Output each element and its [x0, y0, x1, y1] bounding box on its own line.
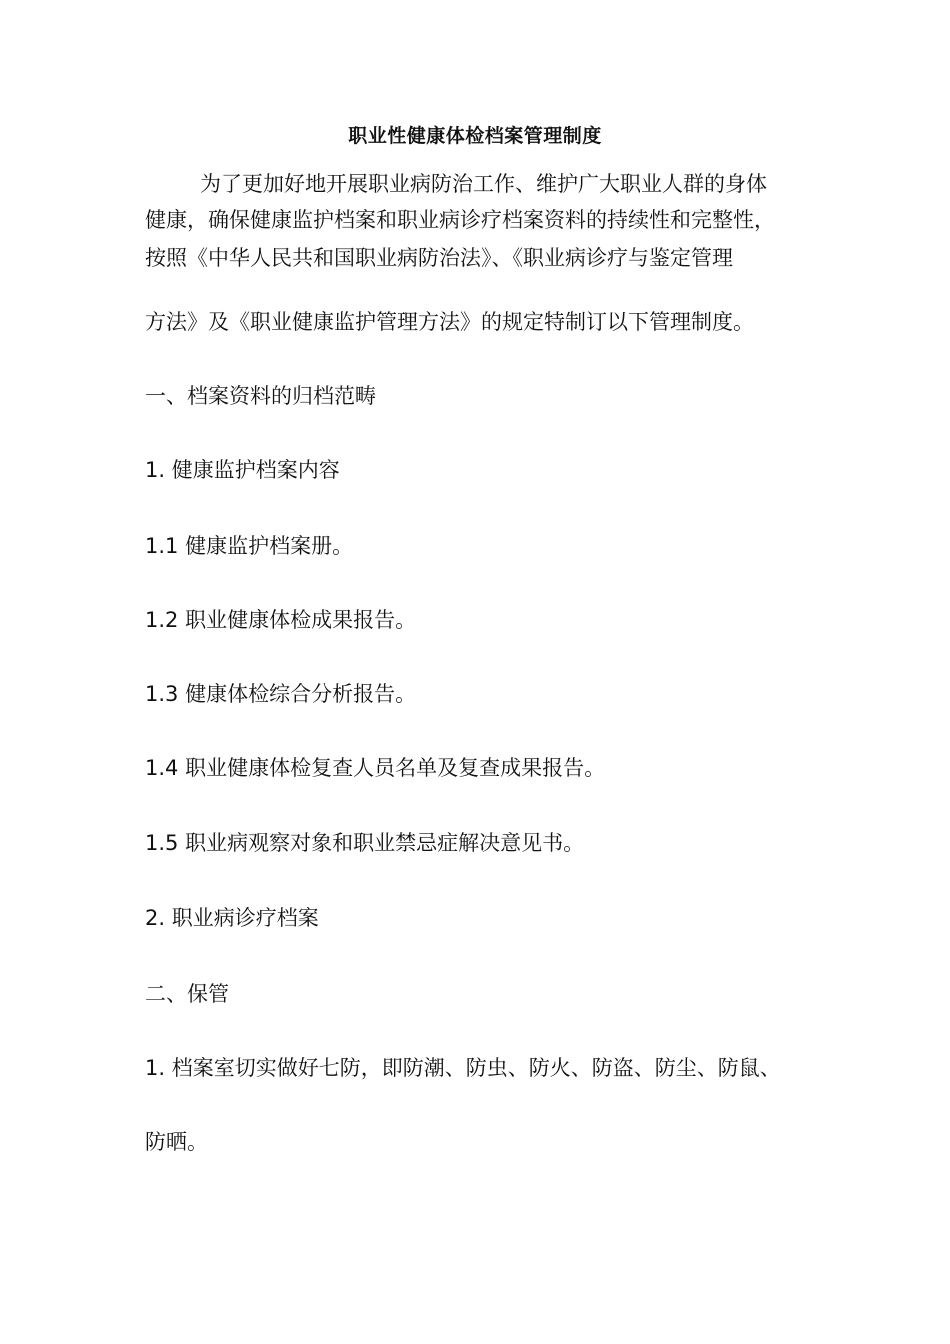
list-item-number: 1.5 — [145, 831, 179, 855]
intro-line-4: 方法》及《职业健康监护管理方法》的规定特制订以下管理制度。 — [145, 310, 754, 334]
section-1-heading: 一、档案资料的归档范畴 — [145, 384, 376, 408]
list-item-number: 1. — [145, 458, 166, 482]
list-item-text: 职业健康体检成果报告。 — [178, 608, 417, 632]
list-item-text: 职业病观察对象和职业禁忌症解决意见书。 — [178, 831, 585, 855]
list-item-number: 2. — [145, 906, 166, 930]
list-item-1-4 — [145, 753, 605, 783]
list-item-text: 健康监护档案册。 — [178, 534, 354, 558]
list-item-1-1 — [145, 531, 353, 561]
list-item-text: 档案室切实做好七防，即防潮、防虫、防火、防盗、防尘、防鼠、 — [165, 1056, 781, 1080]
list-item-1-5 — [145, 828, 584, 858]
list-item-2 — [145, 903, 319, 933]
intro-line-1: 为了更加好地开展职业病防治工作、维护广大职业人群的身体 — [200, 172, 767, 196]
list-item-text: 职业病诊疗档案 — [165, 906, 319, 930]
list-item-text: 职业健康体检复查人员名单及复查成果报告。 — [178, 756, 606, 780]
intro-line-2: 健康，确保健康监护档案和职业病诊疗档案资料的持续性和完整性， — [145, 208, 775, 232]
list-item-1-2 — [145, 605, 416, 635]
list-item-number: 1.4 — [145, 756, 179, 780]
list-item-number: 1.1 — [145, 534, 179, 558]
section-2-item-1 — [145, 1053, 781, 1083]
list-item-text: 健康监护档案内容 — [165, 458, 340, 482]
list-item-number: 1. — [145, 1056, 166, 1080]
section-2-heading: 二、保管 — [145, 982, 229, 1006]
intro-line-3: 按照《中华人民共和国职业病防治法》、《职业病诊疗与鉴定管理 — [145, 246, 733, 270]
list-item-1-3 — [145, 679, 416, 709]
list-item-text: 健康体检综合分析报告。 — [178, 682, 417, 706]
list-item-1 — [145, 455, 340, 485]
section-2-item-1-continued: 防晒。 — [145, 1130, 208, 1154]
document-title: 职业性健康体检档案管理制度 — [348, 125, 602, 147]
list-item-number: 1.2 — [145, 608, 179, 632]
list-item-number: 1.3 — [145, 682, 179, 706]
